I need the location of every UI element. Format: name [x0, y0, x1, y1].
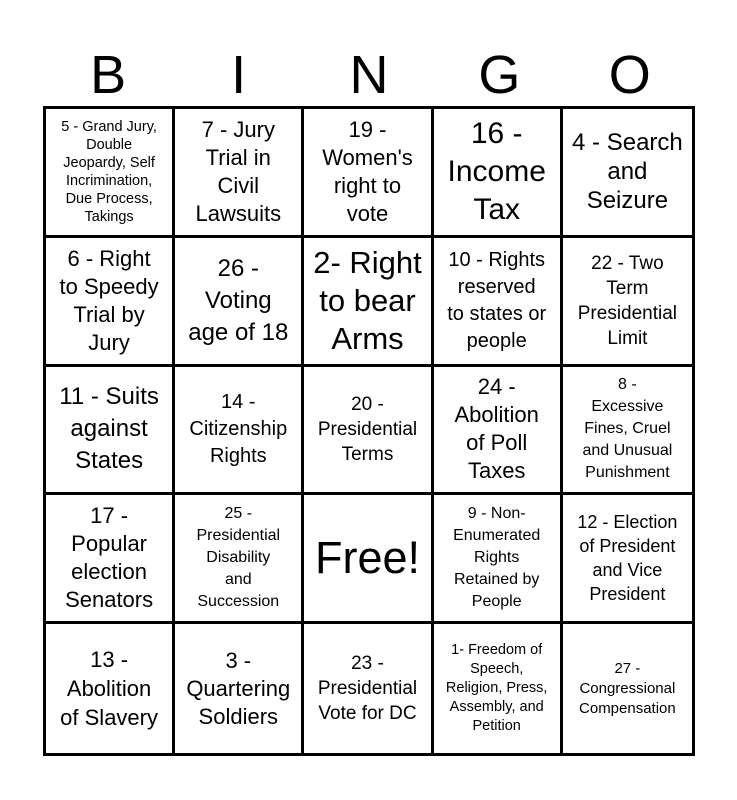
bingo-cell-text: 12 - Election of President and Vice President: [577, 512, 678, 605]
header-letter-o: O: [608, 45, 651, 105]
bingo-cell-text: 22 - Two Term Presidential Limit: [577, 252, 678, 349]
bingo-cell[interactable]: [434, 238, 563, 367]
header-letter-b: B: [90, 45, 127, 105]
bingo-cell[interactable]: [563, 495, 692, 624]
bingo-cell-text: 8 - Excessive Fines, Cruel and Unusual Punishment: [582, 376, 673, 482]
bingo-cell[interactable]: [434, 495, 563, 624]
bingo-cell-text: 25 - Presidential Disability and Succession: [196, 505, 281, 611]
bingo-cell[interactable]: [175, 495, 304, 624]
bingo-cell-text: 4 - Search and Seizure: [572, 129, 683, 215]
bingo-cell-text: 1- Freedom of Speech, Religion, Press, Assembly, and Petition: [445, 642, 548, 735]
header-letter-g: G: [478, 45, 521, 105]
bingo-cell-text: 3 - Quartering Soldiers: [186, 647, 291, 729]
bingo-cell[interactable]: [175, 367, 304, 496]
bingo-cell-text: 10 - Rights reserved to states or people: [447, 248, 547, 352]
bingo-cell-text: Free!: [314, 532, 420, 584]
bingo-cell-text: 24 - Abolition of Poll Taxes: [454, 374, 539, 484]
bingo-cell[interactable]: [175, 238, 304, 367]
bingo-cell-text: 13 - Abolition of Slavery: [60, 647, 158, 731]
bingo-header: [43, 40, 695, 106]
header-letter-i: I: [231, 45, 247, 105]
bingo-cell-text: 19 - Women's right to vote: [322, 116, 413, 226]
bingo-cell[interactable]: [46, 624, 175, 753]
bingo-cell-text: 14 - Citizenship Rights: [189, 390, 288, 467]
bingo-cell[interactable]: [563, 624, 692, 753]
bingo-cell-text: 16 - Income Tax: [447, 116, 546, 226]
bingo-cell[interactable]: [434, 367, 563, 496]
bingo-cell[interactable]: [563, 109, 692, 238]
bingo-cell[interactable]: [304, 109, 433, 238]
bingo-cell[interactable]: [434, 109, 563, 238]
bingo-cell[interactable]: [304, 624, 433, 753]
bingo-cell-text: 9 - Non- Enumerated Rights Retained by People: [453, 505, 541, 611]
bingo-cell-text: 27 - Congressional Compensation: [579, 659, 676, 717]
bingo-cell-text: 5 - Grand Jury, Double Jeopardy, Self Incrimination, Due Process, Takings: [61, 118, 157, 225]
bingo-cell[interactable]: [304, 238, 433, 367]
bingo-board: [43, 106, 695, 756]
bingo-cell[interactable]: [563, 367, 692, 496]
bingo-cell[interactable]: [304, 367, 433, 496]
bingo-cell[interactable]: [434, 624, 563, 753]
bingo-cell-text: 17 - Popular election Senators: [65, 503, 154, 613]
bingo-cell[interactable]: [304, 495, 433, 624]
bingo-cell-text: 23 - Presidential Vote for DC: [317, 653, 418, 725]
bingo-cell[interactable]: [46, 238, 175, 367]
bingo-cell-text: 11 - Suits against States: [59, 383, 159, 475]
bingo-cell-text: 6 - Right to Speedy Trial by Jury: [59, 245, 159, 355]
bingo-cell-text: 7 - Jury Trial in Civil Lawsuits: [195, 116, 282, 226]
bingo-cell[interactable]: [46, 367, 175, 496]
header-letter-n: N: [349, 45, 389, 105]
bingo-cell[interactable]: [46, 495, 175, 624]
bingo-cell[interactable]: [175, 624, 304, 753]
bingo-cell-text: 2- Right to bear Arms: [313, 244, 422, 356]
bingo-cell[interactable]: [175, 109, 304, 238]
bingo-cell[interactable]: [563, 238, 692, 367]
bingo-cell-text: 26 - Voting age of 18: [188, 254, 289, 346]
bingo-cell-text: 20 - Presidential Terms: [317, 393, 418, 465]
bingo-cell[interactable]: [46, 109, 175, 238]
